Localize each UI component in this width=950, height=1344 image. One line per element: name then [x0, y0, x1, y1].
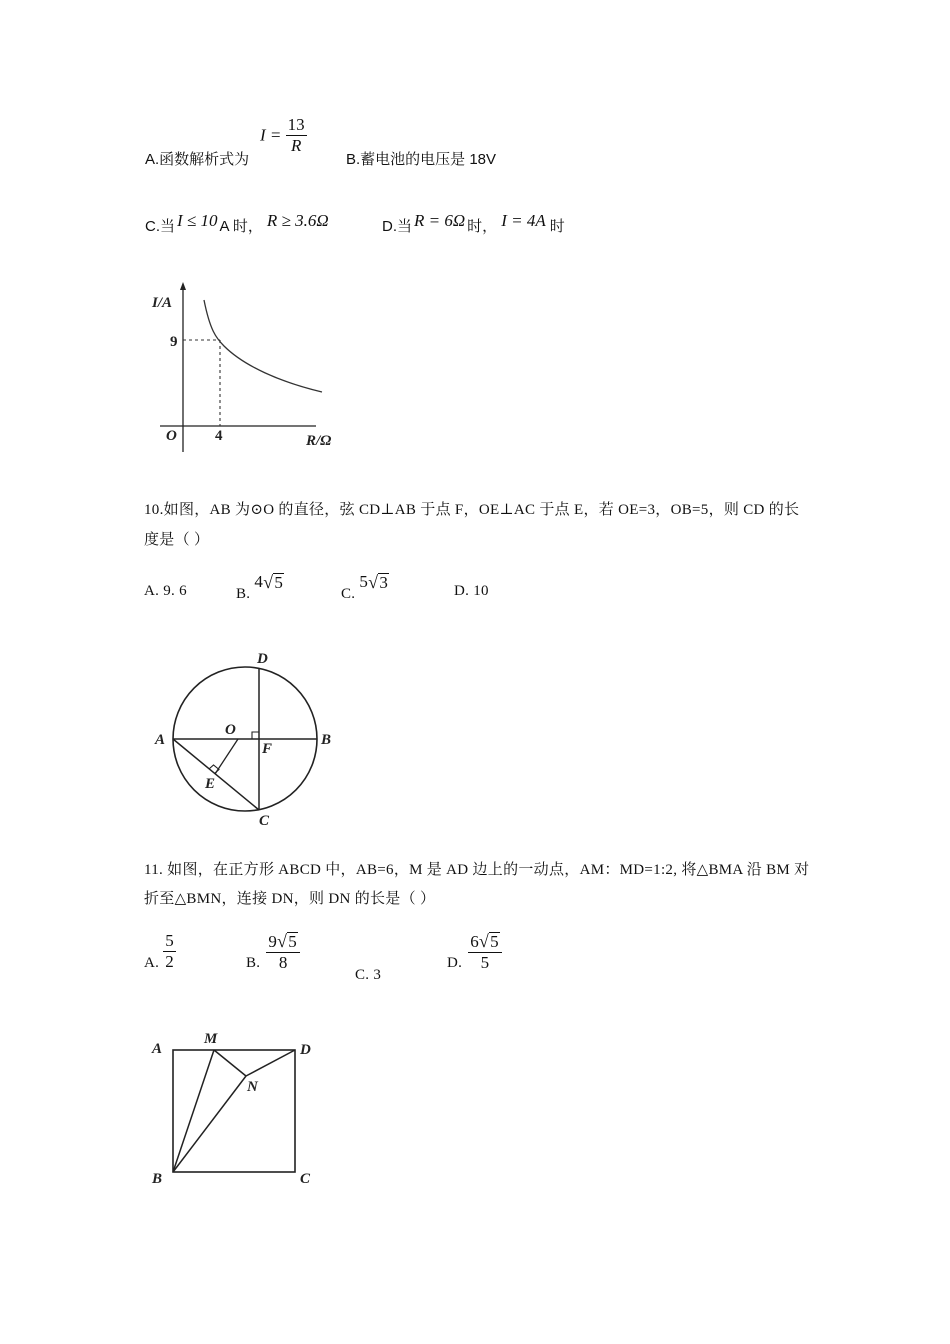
- q11-option-a-fraction: [163, 932, 176, 971]
- q11-option-d-den: 5: [480, 952, 490, 972]
- q11-option-c: C. 3: [355, 967, 382, 983]
- q11-option-a: [144, 932, 176, 971]
- q11-option-b-num: [266, 932, 300, 953]
- q9-formula-num: 13: [287, 115, 305, 134]
- q11-label-a: A: [152, 1041, 163, 1057]
- q10-chord-ac: [173, 739, 259, 810]
- q11-option-a-num: 5: [165, 931, 174, 950]
- q10-option-c-prefix: C.: [341, 586, 356, 602]
- q10-stem-line1: 10.如图，AB 为⊙O 的直径，弦 CD⊥AB 于点 F，OE⊥AC 于点 E，若 OE=3，OB=5，则 CD 的长: [144, 502, 800, 518]
- q11-option-d-sqrt: √ 5: [479, 931, 499, 951]
- q11-option-d-num: [468, 932, 502, 953]
- q10-option-b-radicand: 5: [274, 573, 284, 593]
- q11-segment-dn: [246, 1050, 295, 1076]
- q10-label-e: E: [205, 776, 216, 792]
- q11-segment-bn: [173, 1076, 246, 1172]
- q9-option-c-math2: R ≥ 3.6Ω: [266, 211, 329, 230]
- q11-option-b-den: 8: [278, 952, 288, 972]
- q11-label-c: C: [300, 1171, 311, 1187]
- q10-label-b: B: [321, 732, 332, 748]
- q10-label-f: F: [262, 741, 273, 757]
- q9-option-c-prefix: C.当: [145, 218, 176, 235]
- q10-option-c-radicand: 3: [379, 573, 389, 593]
- q9-option-d: [382, 210, 565, 235]
- q9-origin: O: [166, 428, 177, 444]
- q9-option-c-mid: A 时，: [219, 218, 263, 235]
- q9-option-d-mid: 时，: [467, 218, 498, 235]
- q10-option-b: [236, 572, 284, 602]
- q9-option-d-math2: I = 4A: [501, 211, 546, 230]
- q11-option-d-prefix: D.: [447, 955, 463, 972]
- q10-label-c: C: [259, 813, 270, 829]
- q11-option-b-prefix: B.: [246, 955, 261, 972]
- q11-option-d-radicand: 5: [490, 932, 499, 951]
- q11-segment-bm: [173, 1050, 214, 1172]
- q9-option-c: [145, 210, 329, 235]
- q10-option-b-value: [254, 572, 284, 592]
- q10-option-a: A. 9. 6: [144, 583, 187, 599]
- q11-stem-line2: 折至△BMN，连接 DN，则 DN 的长是（ ）: [144, 891, 436, 907]
- q11-label-m: M: [204, 1031, 218, 1047]
- q11-option-d-fraction: [468, 932, 502, 972]
- q10-option-c-value: [359, 572, 389, 592]
- q9-x-tick: 4: [215, 428, 223, 444]
- q11-option-b-radicand: 5: [288, 932, 298, 951]
- q9-formula-fraction: [286, 116, 307, 155]
- q11-option-b-coef: 9: [268, 932, 278, 951]
- q10-option-c-coef: 5: [359, 572, 369, 591]
- q9-option-b: B.蓄电池的电压是 18V: [346, 151, 497, 168]
- q9-formula-den: R: [290, 135, 302, 155]
- q10-option-c-sqrt: √ 3: [368, 572, 389, 593]
- q11-square: [173, 1050, 295, 1172]
- q11-option-b-fraction: [266, 932, 300, 972]
- q9-graph: [140, 280, 360, 460]
- q9-formula-lhs: I =: [260, 125, 282, 145]
- q9-x-label: R/Ω: [306, 433, 332, 449]
- q9-option-a-formula: [260, 116, 307, 155]
- q10-label-a: A: [155, 732, 166, 748]
- q9-option-d-prefix: D.当: [382, 218, 413, 235]
- q11-option-d-coef: 6: [470, 932, 479, 951]
- q9-option-c-math1: I ≤ 10: [177, 211, 218, 230]
- q11-option-a-den: 2: [165, 951, 174, 971]
- q11-label-b: B: [152, 1171, 163, 1187]
- q10-label-d: D: [257, 651, 268, 667]
- q11-stem-line1: 11. 如图，在正方形 ABCD 中，AB=6，M 是 AD 边上的一动点，AM：MD=1:2, 将△BMA 沿 BM 对: [144, 862, 810, 878]
- q9-y-label: I/A: [152, 295, 173, 311]
- q10-option-b-sqrt: √ 5: [263, 572, 284, 593]
- q10-stem-line2: 度是（ ）: [144, 532, 210, 548]
- q11-option-b-sqrt: √ 5: [277, 931, 298, 951]
- q10-right-angle-f: [252, 732, 259, 739]
- q9-option-a-prefix: A.函数解析式为: [145, 151, 250, 168]
- q10-option-b-coef: 4: [254, 572, 264, 591]
- q9-option-a: [145, 118, 249, 170]
- q11-option-d: [447, 932, 502, 972]
- q10-option-d: D. 10: [454, 583, 489, 599]
- q9-y-tick: 9: [170, 334, 178, 350]
- q10-figure: [145, 645, 345, 830]
- q9-option-d-suffix: 时: [549, 218, 565, 235]
- q11-label-d: D: [300, 1042, 311, 1058]
- q11-figure: [140, 1025, 330, 1195]
- q9-curve: [204, 300, 322, 392]
- q11-option-b: [246, 932, 300, 972]
- q11-segment-mn: [214, 1050, 246, 1076]
- q11-label-n: N: [247, 1079, 258, 1095]
- q9-y-arrow: [180, 282, 186, 290]
- q10-option-c: [341, 572, 389, 602]
- q10-option-b-prefix: B.: [236, 586, 251, 602]
- q10-label-o: O: [225, 722, 236, 738]
- q9-option-d-math1: R = 6Ω: [414, 211, 466, 230]
- q11-option-a-prefix: A.: [144, 954, 160, 971]
